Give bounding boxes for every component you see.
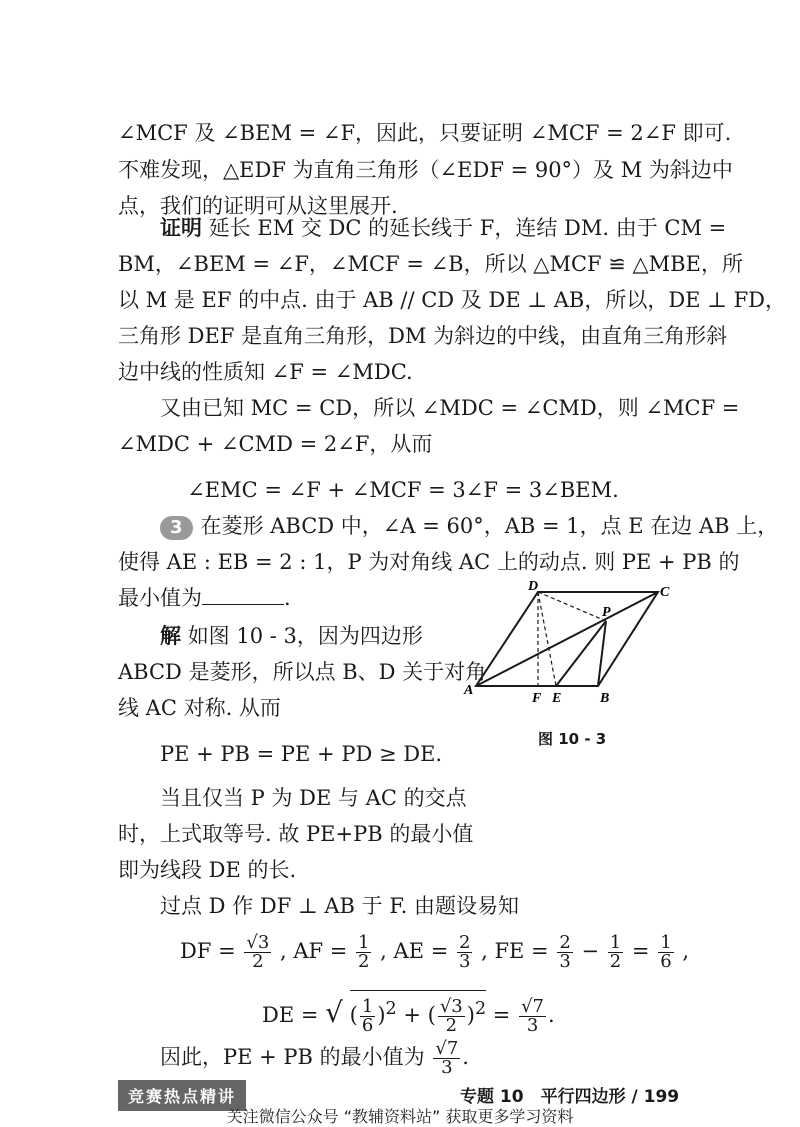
eq-text: ,	[682, 939, 690, 963]
frac-den: 2	[252, 951, 264, 972]
fraction	[244, 934, 271, 971]
figure-caption: 图 10 - 3	[538, 730, 607, 748]
frac-num: √3	[246, 932, 270, 953]
problem-text: 最小值为	[118, 586, 202, 610]
eq-text: , FE =	[481, 939, 549, 963]
fraction	[519, 998, 546, 1035]
label-c: C	[660, 585, 670, 600]
fraction	[557, 934, 572, 971]
eq-text: DE =	[262, 1003, 319, 1027]
proof-text: 延长 EM 交 DC 的延长线于 F，连结 DM. 由于 CM =	[208, 216, 727, 240]
text-line: 线 AC 对称. 从而	[118, 696, 281, 720]
frac-den: 3	[559, 951, 571, 972]
fraction	[438, 998, 465, 1035]
label-b: B	[600, 691, 610, 706]
fraction	[608, 934, 623, 971]
eq-text: =	[631, 939, 650, 963]
fraction	[360, 998, 375, 1035]
text-line: ABCD 是菱形，所以点 B、D 关于对角	[118, 660, 487, 684]
eq-text: +	[403, 1003, 421, 1027]
dashed-de	[538, 592, 556, 686]
conclusion-text: 因此，PE + PB 的最小值为	[160, 1045, 425, 1069]
exponent: 2	[474, 999, 487, 1019]
exponent: 2	[385, 999, 397, 1019]
fraction	[457, 934, 472, 971]
frac-den: 3	[526, 1015, 539, 1036]
eq-text: DF =	[180, 939, 236, 963]
frac-num: √7	[435, 1038, 459, 1059]
problem-line	[160, 510, 779, 542]
frac-den: 2	[445, 1015, 458, 1036]
text-line: 又由已知 MC = CD，所以 ∠MDC = ∠CMD，则 ∠MCF =	[160, 396, 740, 420]
eq-text: =	[492, 1003, 511, 1027]
eq-text: , AE =	[380, 939, 449, 963]
label-a: A	[464, 683, 474, 698]
frac-num: 2	[559, 932, 571, 953]
text-line: 不难发现，△EDF 为直角三角形（∠EDF = 90°）及 M 为斜边中	[118, 158, 733, 182]
dashed-dp	[538, 592, 606, 621]
text-line: 时，上式取等号. 故 PE+PB 的最小值	[118, 822, 474, 846]
frac-den: 3	[441, 1057, 453, 1078]
problem-number-badge: 3	[160, 516, 193, 540]
footer-page-info: 专题 10 平行四边形 / 199	[460, 1087, 680, 1107]
label-p: P	[602, 605, 611, 620]
frac-den: 2	[358, 951, 370, 972]
watermark: 关注微信公众号 “教辅资料站” 获取更多学习资料	[226, 1107, 574, 1126]
text-line: BM，∠BEM = ∠F，∠MCF = ∠B，所以 △MCF ≌ △MBE，所	[118, 252, 743, 276]
radicand: ( $\frac{1}{6}$ )$^2$ + ( $\frac{√3}{2}$ )$^2$	[350, 990, 486, 1035]
text-line: 过点 D 作 DF ⊥ AB 于 F. 由题设易知	[160, 894, 519, 918]
problem-end: .	[284, 586, 291, 610]
proof-line	[160, 212, 730, 244]
label-e: E	[552, 691, 562, 706]
equation: PE + PB = PE + PD ≥ DE.	[160, 742, 443, 766]
frac-num: √7	[521, 996, 544, 1017]
text-line: 以 M 是 EF 的中点. 由于 AB // CD 及 DE ⊥ AB，所以，DE ⊥ FD，	[118, 288, 787, 312]
text-line: 边中线的性质知 ∠F = ∠MDC.	[118, 360, 413, 384]
answer-blank	[202, 586, 284, 605]
frac-den: 3	[458, 951, 471, 972]
label-f: F	[532, 691, 542, 706]
frac-den: 6	[361, 1015, 374, 1036]
fraction	[433, 1040, 460, 1077]
eq-text: .	[548, 1003, 555, 1027]
conclusion	[160, 1040, 540, 1077]
solution-label: 解	[160, 623, 181, 648]
text-line: 使得 AE : EB = 2 : 1，P 为对角线 AC 上的动点. 则 PE + PB 的	[118, 550, 740, 574]
text-line: 点，我们的证明可从这里展开.	[118, 194, 398, 218]
proof-label: 证明	[160, 215, 202, 240]
eq-text: −	[581, 939, 600, 963]
frac-num: 1	[361, 996, 374, 1017]
footer-series-label: 竞赛热点精讲	[118, 1080, 246, 1111]
rhombus-figure	[462, 578, 682, 728]
solution-line	[160, 620, 460, 652]
text-line: 当且仅当 P 为 DE 与 AC 的交点	[160, 786, 467, 810]
solution-text: 如图 10 - 3，因为四边形	[187, 624, 423, 648]
frac-num: 1	[358, 932, 370, 953]
conclusion-end: .	[462, 1045, 469, 1069]
equation-fractions	[180, 932, 690, 972]
frac-den: 2	[609, 951, 622, 972]
frac-den: 6	[660, 951, 672, 972]
equation-de	[262, 990, 682, 1035]
frac-num: 1	[609, 932, 622, 953]
label-d: D	[528, 579, 539, 594]
sqrt-symbol: √	[325, 996, 343, 1029]
text-line: 即为线段 DE 的长.	[118, 858, 297, 882]
text-line: 三角形 DEF 是直角三角形，DM 为斜边的中线，由直角三角形斜	[118, 324, 728, 348]
text-line: ∠MCF 及 ∠BEM = ∠F，因此，只要证明 ∠MCF = 2∠F 即可.	[118, 121, 732, 145]
frac-num: 1	[660, 932, 672, 953]
frac-num: √3	[439, 996, 463, 1017]
problem-text: 在菱形 ABCD 中，∠A = 60°，AB = 1，点 E 在边 AB 上，	[200, 514, 779, 538]
fraction	[356, 934, 371, 971]
fraction	[658, 934, 673, 971]
frac-num: 2	[458, 932, 471, 953]
eq-text: , AF =	[279, 939, 348, 963]
text-line: ∠MDC + ∠CMD = 2∠F，从而	[118, 432, 433, 456]
equation: ∠EMC = ∠F + ∠MCF = 3∠F = 3∠BEM.	[187, 478, 619, 502]
